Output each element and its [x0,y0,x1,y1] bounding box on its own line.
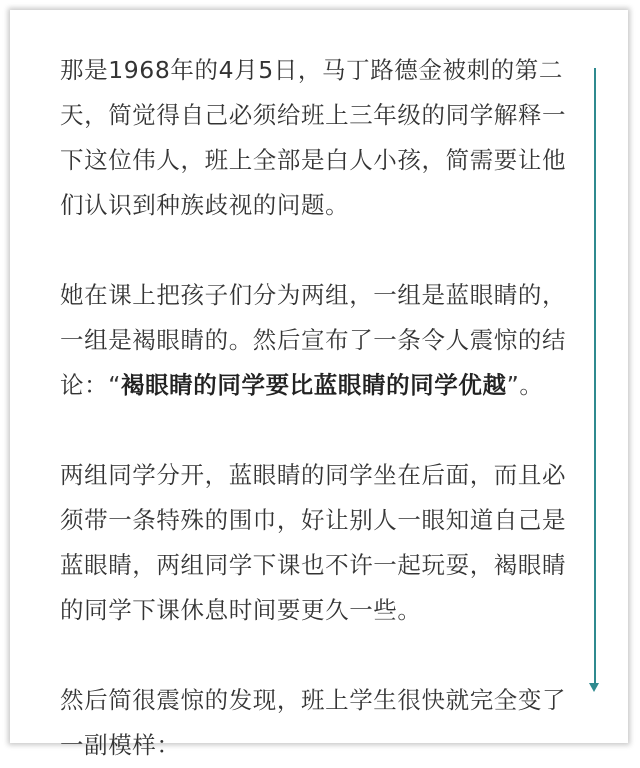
paragraph-1 [60,48,596,228]
paragraph-gap [60,228,596,273]
text-line: 一副模样： [60,731,181,759]
article-body [60,48,596,768]
article-card [10,10,628,759]
paragraph-gap [60,633,596,678]
text-line: 的同学下课休息时间要更久一些。 [60,596,422,624]
paragraph-2 [60,273,596,408]
text-line: 她在课上把孩子们分为两组，一组是蓝眼睛的， [60,281,567,309]
quote-suffix: ”。 [506,371,544,399]
paragraph-4 [60,678,596,768]
quote-prefix: 论：“ [60,371,121,399]
text-line-with-emphasis [60,363,596,408]
text-line: 天，简觉得自己必须给班上三年级的同学解释一 [60,101,567,129]
text-line: 蓝眼睛，两组同学下课也不许一起玩耍，褐眼睛 [60,551,567,579]
text-line: 然后简很震惊的发现，班上学生很快就完全变了 [60,686,567,714]
text-line: 下这位伟人，班上全部是白人小孩，简需要让他 [60,146,567,174]
arrow-down-icon [589,683,599,692]
scroll-indicator-rail [594,68,596,688]
paragraph-gap [60,408,596,453]
text-line: 须带一条特殊的围巾，好让别人一眼知道自己是 [60,506,567,534]
text-line: 们认识到种族歧视的问题。 [60,191,350,219]
paragraph-3 [60,453,596,633]
text-line: 一组是褐眼睛的。然后宣布了一条令人震惊的结 [60,326,567,354]
text-line: 两组同学分开，蓝眼睛的同学坐在后面，而且必 [60,461,567,489]
emphasized-quote: 褐眼睛的同学要比蓝眼睛的同学优越 [120,371,507,399]
text-line: 那是1968年的4月5日，马丁路德金被刺的第二 [60,56,564,84]
